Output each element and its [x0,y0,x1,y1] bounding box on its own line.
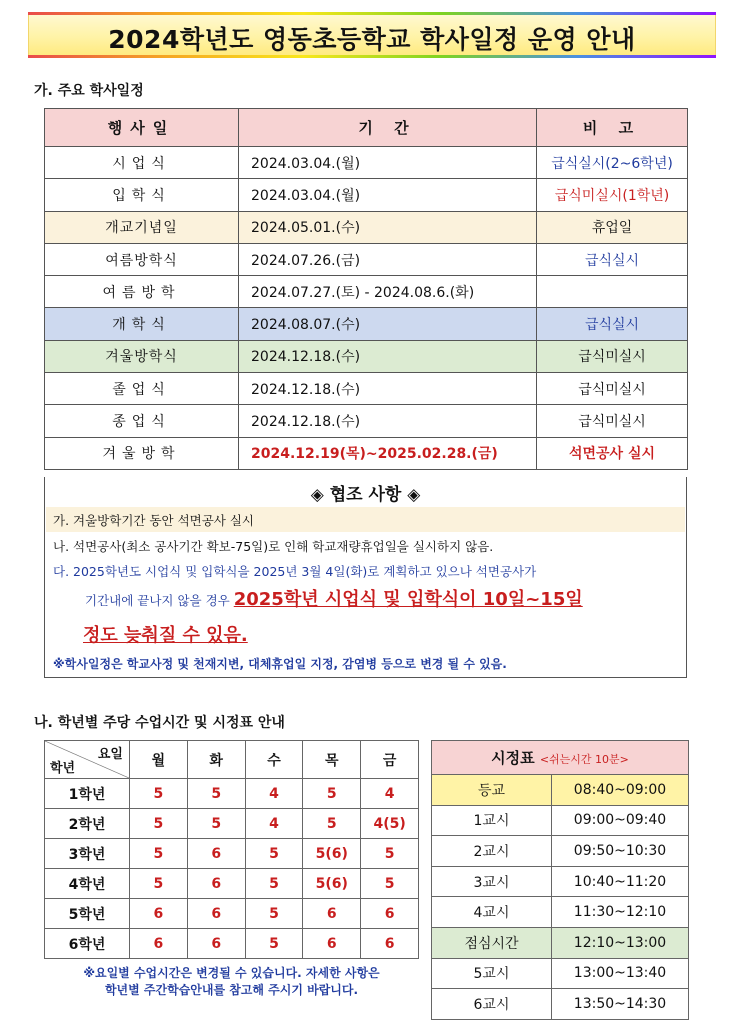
hours-cell: 5 [361,869,419,899]
header-event: 행사일 [45,109,239,147]
event-note: 급식실시(2~6학년) [537,147,688,179]
cooperation-line-5: 정도 늦춰질 수 있음. [83,625,248,646]
schedule-row [45,211,688,243]
day-mon: 월 [130,741,188,779]
timetable-row [432,805,689,836]
schedule-row [45,147,688,179]
section-heading-schedule: 가. 주요 학사일정 [34,83,144,99]
event-name: 여름방학식 [45,243,239,275]
period-label: 1교시 [432,805,552,836]
hours-cell: 6 [130,929,188,959]
hours-cell: 5 [187,779,245,809]
hours-cell: 6 [187,929,245,959]
title-banner [28,12,716,58]
timetable-row [432,927,689,958]
schedule-row [45,308,688,340]
timetable-subtitle: <쉬는시간 10분> [539,753,629,766]
period-label: 6교시 [432,989,552,1020]
event-name: 여름방학 [45,276,239,308]
weekly-row [45,779,419,809]
period-label: 3교시 [432,866,552,897]
cooperation-line-4b: 2025학년 시업식 및 입학식이 10일~15일 [233,589,583,610]
cooperation-line-1: 가. 겨울방학기간 동안 석면공사 실시 [53,513,254,528]
event-note: 휴업일 [537,211,688,243]
period-time: 08:40~09:00 [552,775,689,806]
timetable-header [432,741,689,775]
hours-cell: 6 [187,869,245,899]
hours-cell: 6 [130,899,188,929]
event-period: 2024.03.04.(월) [239,179,537,211]
hours-cell: 5 [303,779,361,809]
weekly-hours-table [44,740,419,959]
period-time: 12:10~13:00 [552,927,689,958]
cooperation-heading: ◈ 협조 사항 ◈ [310,485,421,505]
event-period: 2024.08.07.(수) [239,308,537,340]
cooperation-box [44,477,687,678]
hours-cell: 5 [130,839,188,869]
weekly-note-line-2: 학년별 주간학습안내를 참고해 주시기 바랍니다. [104,983,359,997]
event-name: 시업식 [45,147,239,179]
period-label: 점심시간 [432,927,552,958]
hours-cell: 5 [303,809,361,839]
schedule-row [45,405,688,437]
hours-cell: 5 [361,839,419,869]
cooperation-line-2: 나. 석면공사(최소 공사기간 확보-75일)로 인해 학교재량휴업일을 실시하지 않음. [53,539,494,554]
period-time: 11:30~12:10 [552,897,689,928]
hours-cell: 5 [130,809,188,839]
period-label: 4교시 [432,897,552,928]
hours-cell: 6 [303,929,361,959]
period-label: 2교시 [432,836,552,867]
event-name: 졸업식 [45,373,239,405]
day-wed: 수 [245,741,303,779]
event-period: 2024.12.18.(수) [239,405,537,437]
page-title: 2024학년도 영동초등학교 학사일정 운영 안내 [108,25,636,54]
period-time: 13:50~14:30 [552,989,689,1020]
event-note: 급식미실시 [537,373,688,405]
grade-label: 3학년 [45,839,130,869]
schedule-row [45,437,688,469]
period-time: 09:50~10:30 [552,836,689,867]
event-period: 2024.05.01.(수) [239,211,537,243]
event-name: 개교기념일 [45,211,239,243]
section-heading-weekly: 나. 학년별 주당 수업시간 및 시정표 안내 [34,715,285,731]
weekly-row [45,839,419,869]
header-note: 비 고 [537,109,688,147]
schedule-row [45,276,688,308]
event-name: 종업식 [45,405,239,437]
weekly-row [45,869,419,899]
timetable-row [432,989,689,1020]
timetable-row [432,775,689,806]
weekly-header-row [45,741,419,779]
schedule-row [45,373,688,405]
event-note: 석면공사 실시 [537,437,688,469]
hours-cell: 4 [361,779,419,809]
hours-cell: 6 [303,899,361,929]
timetable-row [432,897,689,928]
period-time: 13:00~13:40 [552,958,689,989]
timetable-row [432,866,689,897]
hours-cell: 6 [361,899,419,929]
weekly-row [45,899,419,929]
hours-cell: 6 [361,929,419,959]
event-period: 2024.12.18.(수) [239,373,537,405]
event-period: 2024.12.18.(수) [239,340,537,372]
cooperation-line-3: 다. 2025학년도 시업식 및 입학식을 2025년 3월 4일(화)로 계획하고 있으나 석면공사가 [53,564,537,579]
event-period: 2024.12.19(목)~2025.02.28.(금) [239,437,537,469]
event-name: 입학식 [45,179,239,211]
event-note: 급식실시 [537,243,688,275]
hours-cell: 5 [245,839,303,869]
header-period: 기 간 [239,109,537,147]
hours-cell: 5 [245,929,303,959]
grade-label: 1학년 [45,779,130,809]
corner-grade-label: 학년 [50,761,76,776]
event-period: 2024.03.04.(월) [239,147,537,179]
weekly-note-line-1: ※요일별 수업시간은 변경될 수 있습니다. 자세한 사항은 [83,966,380,980]
event-name: 겨울방학 [45,437,239,469]
event-name: 개학식 [45,308,239,340]
hours-cell: 5(6) [303,869,361,899]
period-label: 5교시 [432,958,552,989]
hours-cell: 6 [187,899,245,929]
event-note: 급식미실시 [537,340,688,372]
schedule-header-row [45,109,688,147]
hours-cell: 4 [245,809,303,839]
timetable-row [432,958,689,989]
corner-day-label: 요일 [97,747,123,762]
hours-cell: 5 [245,899,303,929]
grade-label: 4학년 [45,869,130,899]
cooperation-note: ※학사일정은 학교사정 및 천재지변, 대체휴업일 지정, 감염병 등으로 변경 될 수 있음. [53,657,507,671]
grade-label: 2학년 [45,809,130,839]
day-thu: 목 [303,741,361,779]
event-name: 겨울방학식 [45,340,239,372]
event-period: 2024.07.27.(토) - 2024.08.6.(화) [239,276,537,308]
schedule-row [45,243,688,275]
hours-cell: 5(6) [303,839,361,869]
period-time: 09:00~09:40 [552,805,689,836]
timetable-title: 시정표 [491,749,535,767]
schedule-row [45,179,688,211]
event-note: 급식미실시 [537,405,688,437]
grade-label: 5학년 [45,899,130,929]
cooperation-line-4a: 기간내에 끝나지 않을 경우 [85,593,230,608]
hours-cell: 6 [187,839,245,869]
corner-cell [45,741,130,779]
corner-diagonal [45,741,129,778]
event-note: 급식미실시(1학년) [537,179,688,211]
weekly-row [45,929,419,959]
day-tue: 화 [187,741,245,779]
event-note [537,276,688,308]
day-fri: 금 [361,741,419,779]
weekly-note [44,965,419,999]
period-time: 10:40~11:20 [552,866,689,897]
event-note: 급식실시 [537,308,688,340]
weekly-row [45,809,419,839]
timetable-header-row [432,741,689,775]
cooperation-line-4 [85,585,583,611]
timetable-row [432,836,689,867]
event-period: 2024.07.26.(금) [239,243,537,275]
grade-label: 6학년 [45,929,130,959]
hours-cell: 5 [130,869,188,899]
rainbow-border-top [28,12,716,15]
hours-cell: 4(5) [361,809,419,839]
hours-cell: 5 [245,869,303,899]
period-label: 등교 [432,775,552,806]
hours-cell: 4 [245,779,303,809]
rainbow-border-bottom [28,55,716,58]
hours-cell: 5 [187,809,245,839]
schedule-row [45,340,688,372]
timetable [431,740,689,1020]
hours-cell: 5 [130,779,188,809]
schedule-table [44,108,688,470]
